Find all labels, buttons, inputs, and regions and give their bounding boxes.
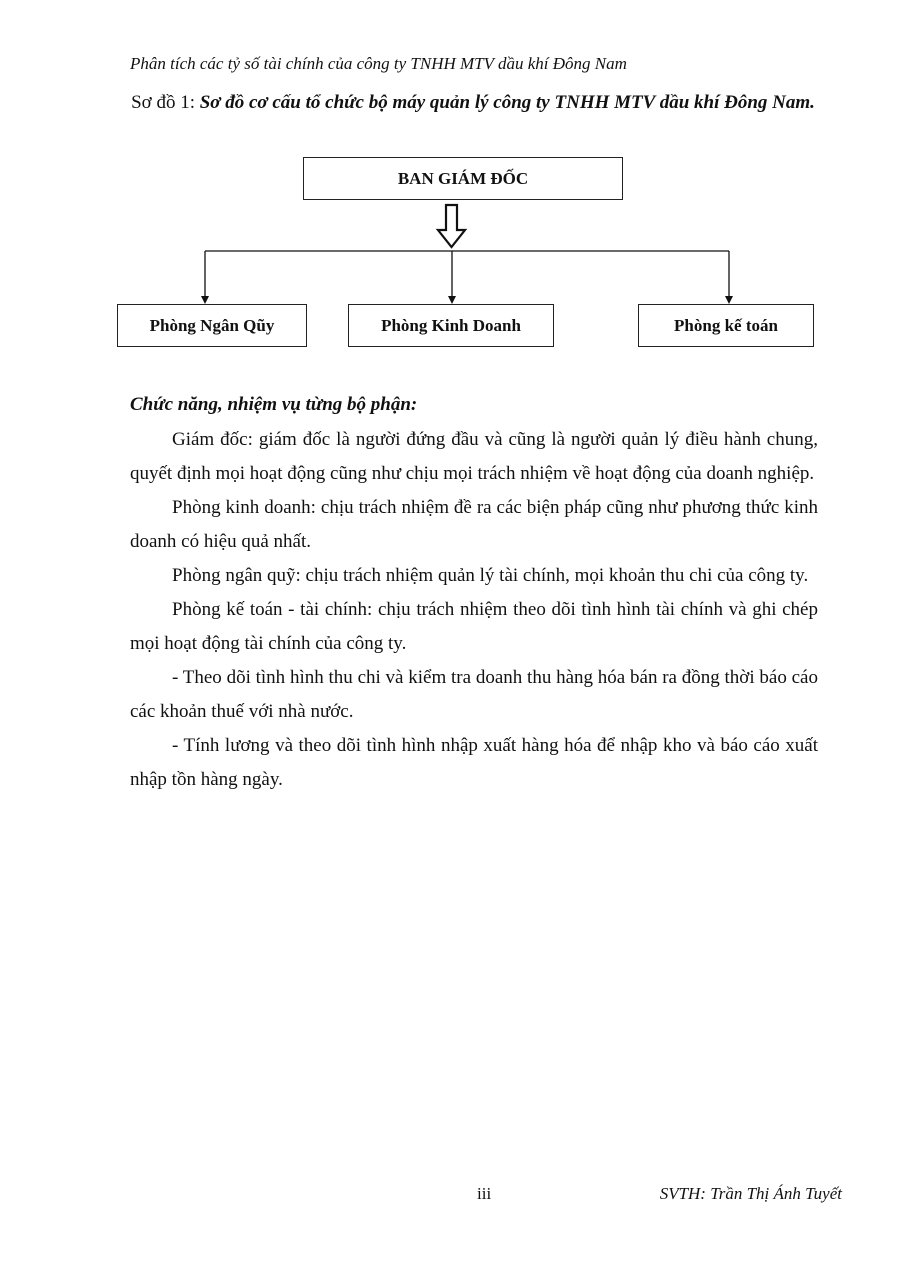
board-of-directors-box: BAN GIÁM ĐỐC — [303, 157, 623, 200]
hollow-down-arrow — [438, 205, 465, 247]
page-header: Phân tích các tỷ số tài chính của công ty TNHH MTV dầu khí Đông Nam — [130, 54, 627, 73]
arrowhead-left — [201, 296, 209, 304]
page-number: iii — [477, 1184, 492, 1203]
arrowhead-center — [448, 296, 456, 304]
treasury-dept-box: Phòng Ngân Qũy — [117, 304, 307, 347]
arrowhead-right — [725, 296, 733, 304]
caption-title: Sơ đồ cơ cấu tổ chức bộ máy quản lý công ty TNHH MTV dầu khí Đông Nam. — [199, 92, 815, 113]
caption-label: Sơ đồ 1: — [131, 92, 200, 113]
paragraph-accounting: Phòng kế toán - tài chính: chịu trách nhiệm theo dõi tình hình tài chính và ghi chép mọi hoạt động tài chính của công ty. — [130, 599, 818, 654]
paragraph-director: Giám đốc: giám đốc là người đứng đầu và cũng là người quản lý điều hành chung, quyết định mọi hoạt động cũng như chịu mọi trách nhiệm về hoạt động của doanh nghiệp. — [130, 429, 818, 484]
accounting-dept-box: Phòng kế toán — [638, 304, 814, 347]
body-text — [130, 423, 818, 797]
paragraph-business: Phòng kinh doanh: chịu trách nhiệm đề ra các biện pháp cũng như phương thức kinh doanh có hiệu quả nhất. — [130, 497, 818, 552]
paragraph-treasury: Phòng ngân quỹ: chịu trách nhiệm quản lý tài chính, mọi khoản thu chi của công ty. — [172, 565, 809, 586]
paragraph-accounting-task-1: - Theo dõi tình hình thu chi và kiểm tra doanh thu hàng hóa bán ra đồng thời báo cáo các khoản thuế với nhà nước. — [130, 667, 818, 722]
business-dept-box: Phòng Kinh Doanh — [348, 304, 554, 347]
paragraph-accounting-task-2: - Tính lương và theo dõi tình hình nhập xuất hàng hóa để nhập kho và báo cáo xuất nhập tồn hàng ngày. — [130, 735, 818, 790]
footer-author: SVTH: Trần Thị Ánh Tuyết — [659, 1184, 842, 1203]
section-heading: Chức năng, nhiệm vụ từng bộ phận: — [130, 394, 418, 415]
